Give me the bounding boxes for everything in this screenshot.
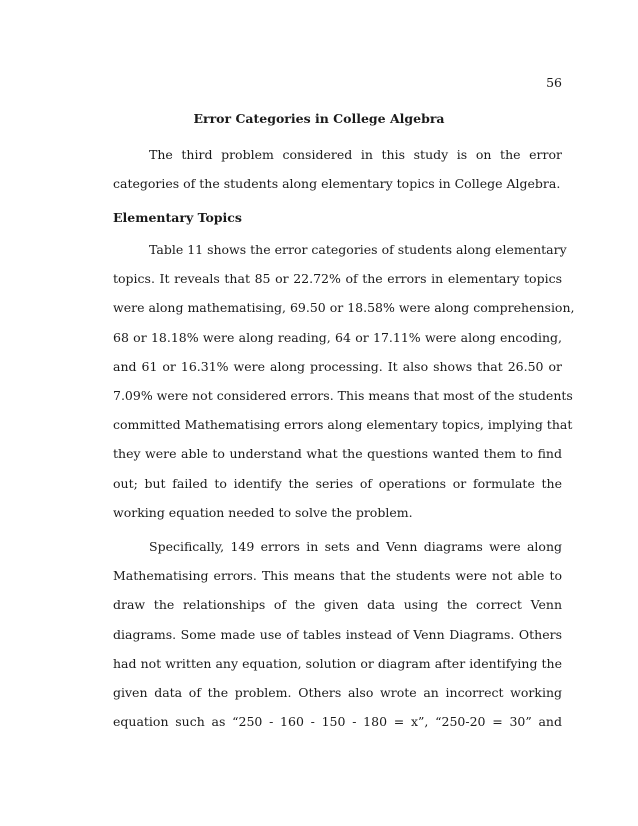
- paragraph-line: out; but failed to identify the series of operations or formulate the: [113, 475, 562, 491]
- section-heading: Elementary Topics: [113, 210, 242, 225]
- paragraph-line: topics. It reveals that 85 or 22.72% of the errors in elementary topics: [113, 271, 562, 287]
- paragraph-line: Specifically, 149 errors in sets and Venn diagrams were along: [149, 539, 562, 554]
- paragraph-line: 7.09% were not considered errors. This means that most of the students: [113, 388, 573, 404]
- intro-paragraph: [113, 140, 562, 198]
- paragraph-line: had not written any equation, solution or diagram after identifying the: [113, 655, 562, 671]
- paragraph-line: draw the relationships of the given data using the correct Venn: [113, 597, 562, 613]
- table-11-paragraph: [113, 235, 575, 527]
- page-title: Error Categories in College Algebra: [193, 111, 445, 126]
- paragraph-line: The third problem considered in this study is on the error: [149, 147, 562, 162]
- paragraph-line: they were able to understand what the questions wanted them to find: [113, 446, 562, 462]
- paragraph-line: Table 11 shows the error categories of students along elementary: [149, 242, 567, 257]
- paragraph-line: 68 or 18.18% were along reading, 64 or 17.11% were along encoding,: [113, 329, 562, 345]
- specifically-paragraph: [113, 532, 562, 736]
- paragraph-line: working equation needed to solve the problem.: [113, 504, 413, 520]
- paragraph-line: Mathematising errors. This means that the students were not able to: [113, 568, 562, 584]
- page-number: 56: [546, 75, 562, 90]
- paragraph-line: and 61 or 16.31% were along processing. It also shows that 26.50 or: [113, 358, 562, 374]
- paragraph-line: were along mathematising, 69.50 or 18.58% were along comprehension,: [113, 300, 575, 316]
- paragraph-line: given data of the problem. Others also wrote an incorrect working: [113, 685, 562, 701]
- paragraph-line: diagrams. Some made use of tables instead of Venn Diagrams. Others: [113, 626, 562, 642]
- paragraph-line: equation such as “250 - 160 - 150 - 180 = x”, “250-20 = 30” and: [113, 714, 562, 730]
- paragraph-line: committed Mathematising errors along elementary topics, implying that: [113, 417, 573, 433]
- paragraph-line: categories of the students along elementary topics in College Algebra.: [113, 176, 561, 192]
